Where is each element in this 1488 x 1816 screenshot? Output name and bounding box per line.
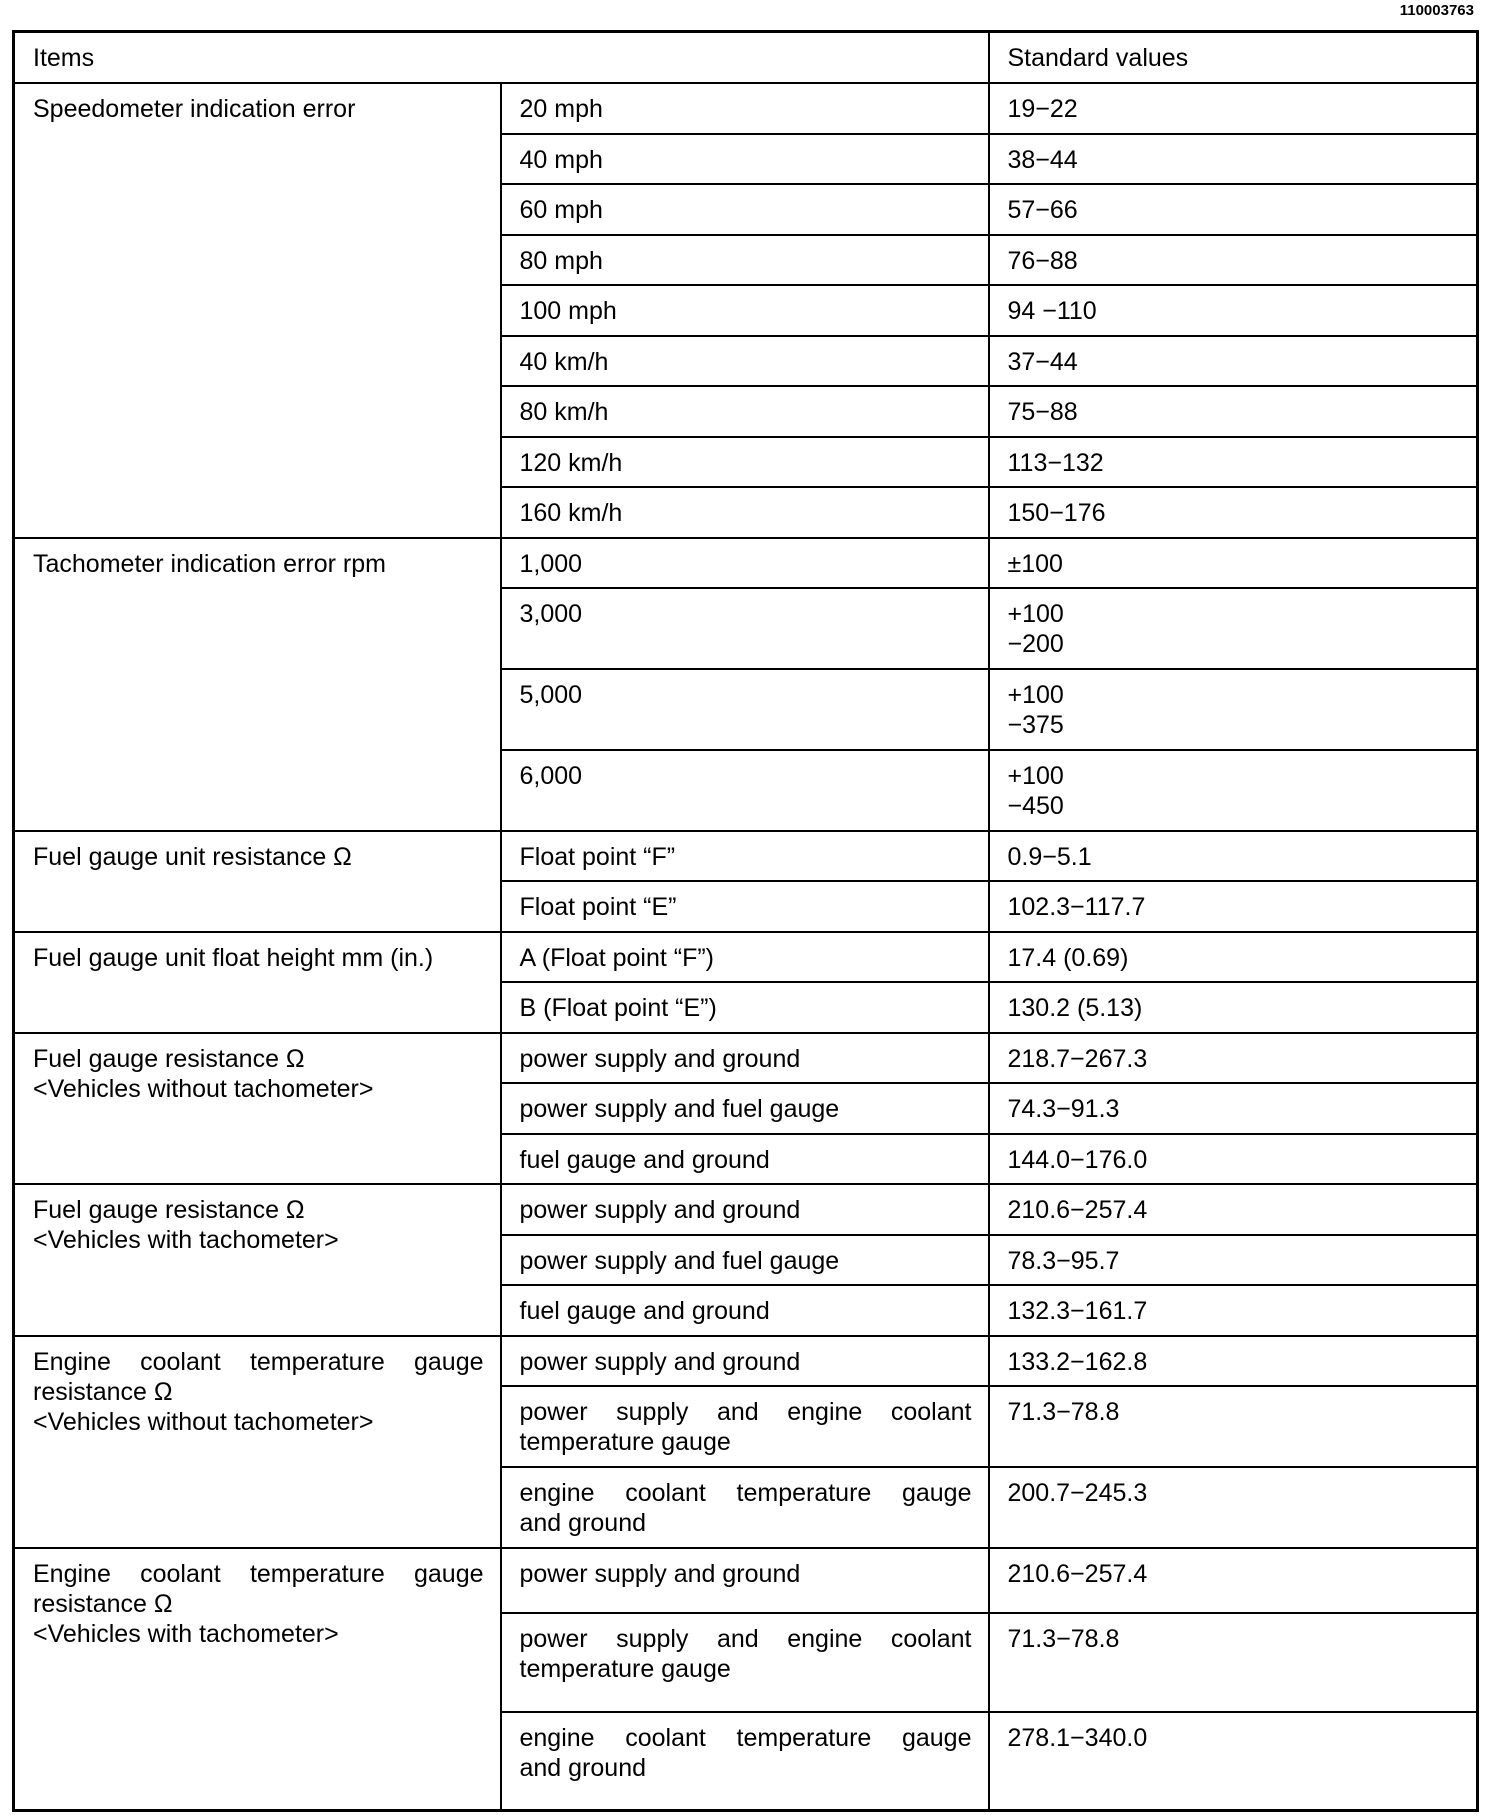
value-cell: 132.3−161.7	[989, 1285, 1478, 1336]
value-cell: 71.3−78.8	[989, 1613, 1478, 1712]
condition-line: and ground	[519, 1753, 647, 1782]
table-row	[14, 1184, 1478, 1235]
table-row	[14, 1033, 1478, 1084]
condition-cell: A (Float point “F”)	[501, 932, 989, 983]
value-cell: 113−132	[989, 437, 1478, 488]
value-cell: 76−88	[989, 235, 1478, 286]
item-cell	[14, 1184, 501, 1336]
condition-cell: power supply and ground	[501, 1033, 989, 1084]
item-cell	[14, 1548, 501, 1811]
condition-cell: 120 km/h	[501, 437, 989, 488]
item-line: resistance Ω	[33, 1589, 173, 1618]
item-line: resistance Ω	[33, 1377, 173, 1406]
value-cell: 75−88	[989, 386, 1478, 437]
condition-cell: fuel gauge and ground	[501, 1134, 989, 1185]
value-line: −200	[1007, 630, 1064, 659]
value-cell: 130.2 (5.13)	[989, 982, 1478, 1033]
header-items: Items	[14, 32, 989, 84]
value-line: +100	[1007, 600, 1064, 629]
condition-line: and ground	[519, 1508, 647, 1537]
item-cell: Tachometer indication error rpm	[14, 538, 501, 831]
value-cell: 150−176	[989, 487, 1478, 538]
item-line: <Vehicles without tachometer>	[33, 1074, 374, 1103]
standard-values-table	[12, 30, 1479, 1812]
condition-cell: power supply and ground	[501, 1184, 989, 1235]
condition-cell	[501, 1386, 989, 1467]
value-cell: 210.6−257.4	[989, 1548, 1478, 1613]
value-cell: 102.3−117.7	[989, 881, 1478, 932]
value-cell: 17.4 (0.69)	[989, 932, 1478, 983]
condition-line: power supply and engine coolant	[519, 1624, 972, 1653]
condition-line: temperature gauge	[519, 1654, 731, 1683]
table-row	[14, 932, 1478, 983]
item-line: Fuel gauge resistance Ω	[33, 1044, 305, 1073]
value-cell: 218.7−267.3	[989, 1033, 1478, 1084]
value-line: +100	[1007, 680, 1064, 709]
table-row	[14, 1336, 1478, 1387]
condition-cell: Float point “F”	[501, 831, 989, 882]
item-cell: Fuel gauge unit resistance Ω	[14, 831, 501, 932]
value-cell: 19−22	[989, 83, 1478, 134]
table-row	[14, 1548, 1478, 1613]
value-cell: 38−44	[989, 134, 1478, 185]
condition-cell: power supply and fuel gauge	[501, 1235, 989, 1286]
condition-line: engine coolant temperature gauge	[519, 1478, 972, 1507]
item-line: <Vehicles without tachometer>	[33, 1407, 374, 1436]
item-line: <Vehicles with tachometer>	[33, 1619, 339, 1648]
value-cell: 200.7−245.3	[989, 1467, 1478, 1548]
condition-cell: 100 mph	[501, 285, 989, 336]
value-cell: 37−44	[989, 336, 1478, 387]
condition-cell: 160 km/h	[501, 487, 989, 538]
value-cell: 71.3−78.8	[989, 1386, 1478, 1467]
value-cell: 57−66	[989, 184, 1478, 235]
value-line: −450	[1007, 791, 1064, 820]
condition-cell: power supply and ground	[501, 1336, 989, 1387]
item-cell: Speedometer indication error	[14, 83, 501, 538]
condition-cell: 3,000	[501, 588, 989, 669]
condition-cell: 60 mph	[501, 184, 989, 235]
value-cell: 78.3−95.7	[989, 1235, 1478, 1286]
condition-cell	[501, 1613, 989, 1712]
item-line: Fuel gauge resistance Ω	[33, 1196, 305, 1225]
table-header-row	[14, 32, 1478, 84]
table-row	[14, 538, 1478, 589]
condition-line: power supply and engine coolant	[519, 1398, 972, 1427]
value-cell	[989, 669, 1478, 750]
condition-cell	[501, 1467, 989, 1548]
item-line: <Vehicles with tachometer>	[33, 1226, 339, 1255]
condition-cell: 6,000	[501, 750, 989, 831]
table-row	[14, 83, 1478, 134]
value-cell: 0.9−5.1	[989, 831, 1478, 882]
condition-line: engine coolant temperature gauge	[519, 1723, 972, 1752]
item-cell: Fuel gauge unit float height mm (in.)	[14, 932, 501, 1033]
value-cell: 94 −110	[989, 285, 1478, 336]
condition-cell: Float point “E”	[501, 881, 989, 932]
condition-cell: B (Float point “E”)	[501, 982, 989, 1033]
table-row	[14, 831, 1478, 882]
condition-cell: 40 km/h	[501, 336, 989, 387]
item-line: Engine coolant temperature gauge	[33, 1559, 484, 1588]
condition-cell	[501, 1712, 989, 1811]
value-cell: ±100	[989, 538, 1478, 589]
document-code: 110003763	[1399, 2, 1474, 19]
condition-cell: 20 mph	[501, 83, 989, 134]
condition-cell: 5,000	[501, 669, 989, 750]
item-cell	[14, 1033, 501, 1185]
condition-cell: 80 km/h	[501, 386, 989, 437]
condition-cell: power supply and fuel gauge	[501, 1083, 989, 1134]
condition-cell: 80 mph	[501, 235, 989, 286]
item-line: Engine coolant temperature gauge	[33, 1347, 484, 1376]
value-cell	[989, 750, 1478, 831]
value-line: +100	[1007, 761, 1064, 790]
value-cell: 133.2−162.8	[989, 1336, 1478, 1387]
condition-cell: 40 mph	[501, 134, 989, 185]
condition-line: temperature gauge	[519, 1428, 731, 1457]
value-cell: 144.0−176.0	[989, 1134, 1478, 1185]
value-cell: 74.3−91.3	[989, 1083, 1478, 1134]
value-cell: 278.1−340.0	[989, 1712, 1478, 1811]
condition-cell: fuel gauge and ground	[501, 1285, 989, 1336]
value-line: −375	[1007, 710, 1064, 739]
condition-cell: power supply and ground	[501, 1548, 989, 1613]
value-cell: 210.6−257.4	[989, 1184, 1478, 1235]
condition-cell: 1,000	[501, 538, 989, 589]
header-standard-values: Standard values	[989, 32, 1478, 84]
value-cell	[989, 588, 1478, 669]
item-cell	[14, 1336, 501, 1548]
